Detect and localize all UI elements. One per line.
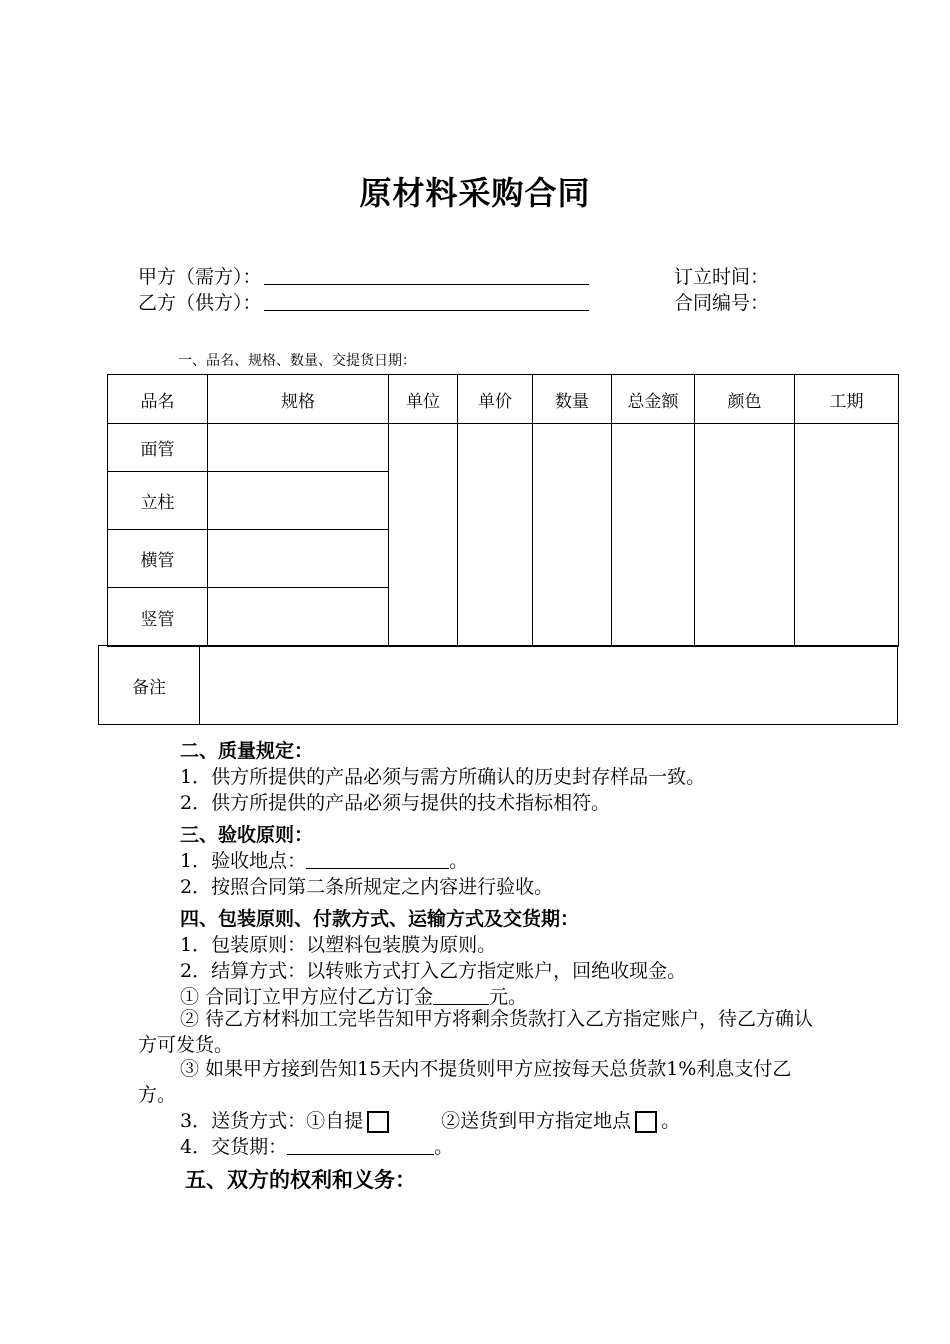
header-spec: 规格	[208, 375, 389, 424]
remark-field[interactable]	[200, 646, 898, 725]
punct: 。	[449, 850, 469, 872]
section4-sub-3: ③ 如果甲方接到告知15天内不提货则甲方应按每天总货款1%利息支付乙方。	[138, 1058, 792, 1106]
header-period: 工期	[795, 375, 899, 424]
section1-heading: 一、品名、规格、数量、交提货日期：	[178, 353, 416, 369]
section2-item-1: 1．供方所提供的产品必须与需方所确认的历史封存样品一致。	[180, 766, 706, 788]
party-a-label: 甲方（需方）：	[138, 266, 262, 288]
goods-table	[107, 374, 899, 647]
section5-heading: 五、双方的权利和义务：	[185, 1167, 416, 1192]
section4-sub-1	[180, 982, 527, 1009]
section4-item-2: 2．结算方式：以转账方式打入乙方指定账户，回绝收现金。	[180, 960, 687, 982]
section4-item-1: 1．包装原则：以塑料包装膜为原则。	[180, 934, 497, 956]
punct: 。	[661, 1110, 681, 1132]
header-unit: 单位	[389, 375, 458, 424]
qty-cell[interactable]	[533, 424, 612, 647]
section2-heading: 二、质量规定：	[180, 740, 314, 762]
deposit-label: ① 合同订立甲方应付乙方订金	[180, 986, 434, 1008]
header-color: 颜色	[695, 375, 795, 424]
contract-no-label: 合同编号：	[674, 292, 770, 314]
section3-item-2: 2．按照合同第二条所规定之内容进行验收。	[180, 876, 554, 898]
delivery-self-label: 3．送货方式：①自提	[180, 1110, 364, 1132]
self-pickup-checkbox[interactable]	[367, 1111, 389, 1133]
party-b-label: 乙方（供方）：	[138, 292, 262, 314]
deposit-field[interactable]	[433, 986, 489, 1005]
delivery-checkbox[interactable]	[635, 1111, 657, 1133]
party-b-row	[138, 288, 589, 315]
remark-table	[98, 645, 898, 725]
deposit-unit: 元。	[489, 986, 528, 1008]
header-price: 单价	[458, 375, 533, 424]
total-cell[interactable]	[612, 424, 695, 647]
document-title: 原材料采购合同	[359, 174, 591, 212]
item-name: 横管	[108, 530, 208, 588]
section4-item-4	[180, 1132, 453, 1159]
section4-heading: 四、包装原则、付款方式、运输方式及交货期：	[180, 908, 580, 930]
color-cell[interactable]	[695, 424, 795, 647]
section3-item-1	[180, 846, 468, 873]
section4-sub-2: ② 待乙方材料加工完毕告知甲方将剩余货款打入乙方指定账户，待乙方确认方可发货。	[138, 1008, 814, 1056]
inspection-place-field[interactable]	[306, 850, 449, 869]
section3-heading: 三、验收原则：	[180, 824, 314, 846]
table-row	[108, 424, 899, 472]
item-name: 竖管	[108, 588, 208, 647]
unit-cell[interactable]	[389, 424, 458, 647]
party-a-field[interactable]	[264, 266, 589, 285]
section4-item-3	[180, 1106, 680, 1133]
item-name: 立柱	[108, 472, 208, 530]
item-name: 面管	[108, 424, 208, 472]
delivery-date-field[interactable]	[287, 1136, 434, 1155]
spec-cell[interactable]	[208, 588, 389, 647]
punct: 。	[434, 1136, 454, 1158]
table-header-row	[108, 375, 899, 424]
sign-date-label: 订立时间：	[674, 266, 770, 288]
delivery-dest-label: ②送货到甲方指定地点	[441, 1110, 632, 1132]
party-a-row	[138, 262, 589, 289]
header-qty: 数量	[533, 375, 612, 424]
price-cell[interactable]	[458, 424, 533, 647]
remark-label: 备注	[99, 646, 200, 725]
section2-item-2: 2．供方所提供的产品必须与提供的技术指标相符。	[180, 792, 611, 814]
header-total: 总金额	[612, 375, 695, 424]
party-b-field[interactable]	[264, 292, 589, 311]
spec-cell[interactable]	[208, 424, 389, 472]
inspection-place-label: 1．验收地点：	[180, 850, 307, 872]
spec-cell[interactable]	[208, 530, 389, 588]
delivery-date-label: 4．交货期：	[180, 1136, 288, 1158]
header-name: 品名	[108, 375, 208, 424]
period-cell[interactable]	[795, 424, 899, 647]
spec-cell[interactable]	[208, 472, 389, 530]
